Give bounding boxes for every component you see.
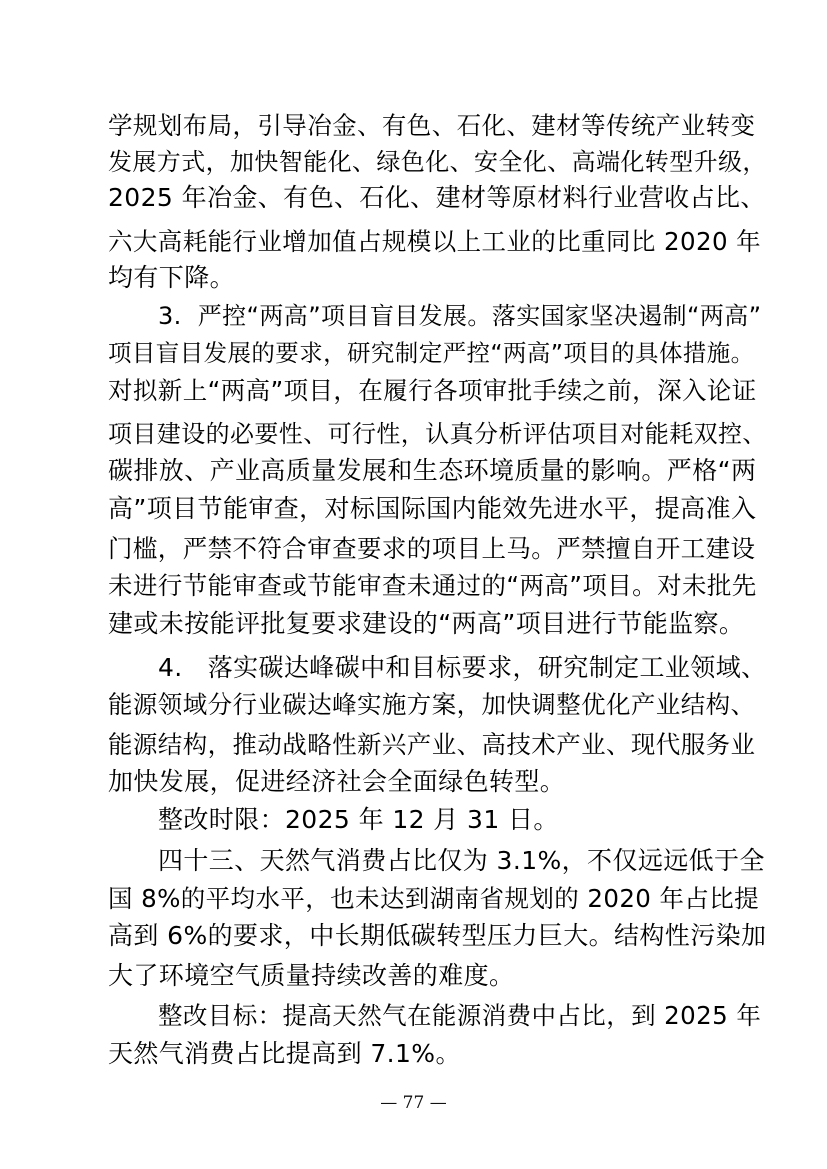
text-line: 3. 严控“两高”项目盲目发展。落实国家坚决遏制“两高” bbox=[158, 302, 762, 330]
text-line: 2025 年冶金、有色、石化、建材等原材料行业营收占比、 bbox=[108, 183, 766, 212]
text-line: 六大高耗能行业增加值占规模以上工业的比重同比 2020 年 bbox=[108, 227, 762, 256]
text-line: 能源领域分行业碳达峰实施方案，加快调整优化产业结构、 bbox=[108, 690, 756, 719]
text-line: 国 8%的平均水平，也未达到湖南省规划的 2020 年占比提 bbox=[108, 884, 760, 913]
text-line: 加快发展，促进经济社会全面绿色转型。 bbox=[108, 767, 566, 796]
text-line: 门槛，严禁不符合审查要求的项目上马。严禁擅自开工建设 bbox=[108, 534, 756, 563]
text-line: 四十三、天然气消费占比仅为 3.1%，不仅远远低于全 bbox=[158, 846, 765, 875]
text-line: 碳排放、产业高质量发展和生态环境质量的影响。严格“两 bbox=[108, 456, 757, 485]
text-line: 高”项目节能审查，对标国际国内能效先进水平，提高准入 bbox=[108, 494, 757, 523]
text-line: 天然气消费占比提高到 7.1%。 bbox=[108, 1039, 461, 1068]
text-line: 高到 6%的要求，中长期低碳转型压力巨大。结构性污染加 bbox=[108, 921, 767, 950]
text-line: 发展方式，加快智能化、绿色化、安全化、高端化转型升级， bbox=[108, 148, 767, 176]
text-line: 对拟新上“两高”项目，在履行各项审批手续之前，深入论证 bbox=[108, 376, 757, 405]
text-line: 学规划布局，引导冶金、有色、石化、建材等传统产业转变 bbox=[108, 111, 756, 140]
text-line: 能源结构，推动战略性新兴产业、高技术产业、现代服务业 bbox=[108, 730, 756, 759]
text-line: 未进行节能审查或节能审查未通过的“两高”项目。对未批先 bbox=[108, 571, 757, 600]
text-line: 项目盲目发展的要求，研究制定严控“两高”项目的具体措施。 bbox=[108, 339, 755, 367]
text-line: 整改时限：2025 年 12 月 31 日。 bbox=[158, 805, 559, 834]
text-line: 建或未按能评批复要求建设的“两高”项目进行节能监察。 bbox=[108, 609, 745, 638]
text-line: 项目建设的必要性、可行性，认真分析评估项目对能耗双控、 bbox=[108, 420, 767, 448]
text-line: 4. 落实碳达峰碳中和目标要求，研究制定工业领域、 bbox=[158, 653, 767, 682]
text-line: 均有下降。 bbox=[108, 263, 236, 292]
page-number: — 77 — bbox=[380, 1093, 447, 1113]
text-line: 大了环境空气质量持续改善的难度。 bbox=[108, 961, 515, 990]
text-line: 整改目标：提高天然气在能源消费中占比，到 2025 年 bbox=[158, 1001, 762, 1030]
